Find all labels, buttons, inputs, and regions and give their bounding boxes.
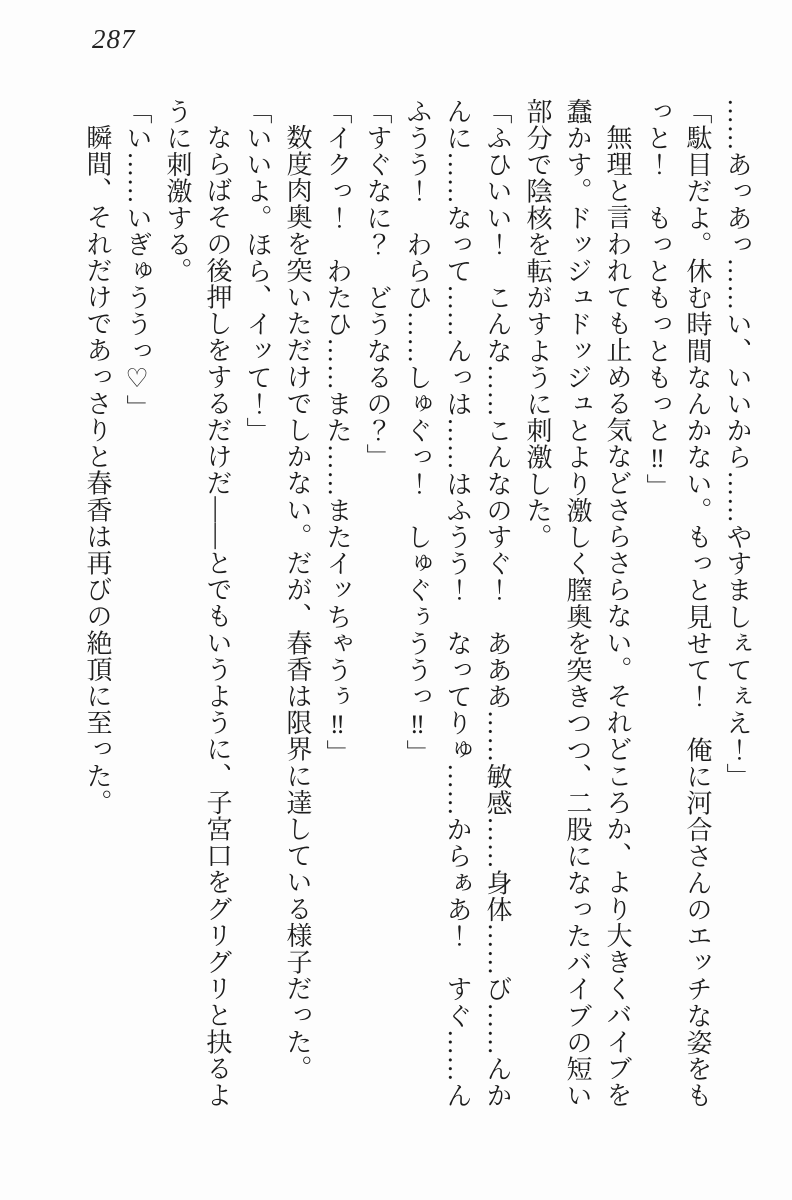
text-line: 無理と言われても止める気などさらさらない。それどころか、より大きくバイブを	[603, 124, 632, 1109]
text-line: ならばその後押しをするだけだ――とでもいうように、子宮口をグリグリと抉るよ	[203, 124, 232, 1109]
text-line: 「すぐなに？ どうなるの？」	[363, 98, 392, 471]
text-line: んに……なって……んっは……はふうう！ なってりゅ……からぁあ！ すぐ……ん	[443, 98, 472, 1109]
text-line: 「イクっ！ わたひ……また……またイッちゃうぅ‼」	[323, 98, 352, 766]
text-line: 数度肉奥を突いただけでしかない。だが、春香は限界に達している様子だった。	[283, 124, 312, 1082]
text-line: ふうう！ わらひ……しゅぐっ！ しゅぐぅううっ‼」	[403, 98, 432, 766]
text-line: ……あっあっ……い、いいから……やすましぇてぇえ！」	[723, 98, 752, 790]
page-number: 287	[92, 24, 136, 54]
text-line: 「駄目だよ。休む時間なんかない。もっと見せて！ 俺に河合さんのエッチな姿をも	[683, 98, 712, 1109]
text-line: 部分で陰核を転がすように刺激した。	[523, 98, 552, 551]
text-line: っと！ もっともっともっと‼」	[643, 98, 672, 500]
vertical-text-block	[77, 98, 757, 1128]
text-line: うに刺激する。	[163, 98, 192, 285]
text-line: 「いいよ。ほら、イッて！」	[243, 98, 272, 444]
text-line: 「ふひいい！ こんな……こんなのすぐ！ あああ……敏感……身体……び……んか	[483, 98, 512, 1109]
text-line: 蠢かす。ドッジュドッジュとより激しく膣奥を突きつつ、二股になったバイブの短い	[563, 98, 592, 1109]
text-line: 「い……いぎゅううっ♡」	[123, 98, 152, 422]
text-line: 瞬間、それだけであっさりと春香は再びの絶頂に至った。	[83, 124, 112, 816]
